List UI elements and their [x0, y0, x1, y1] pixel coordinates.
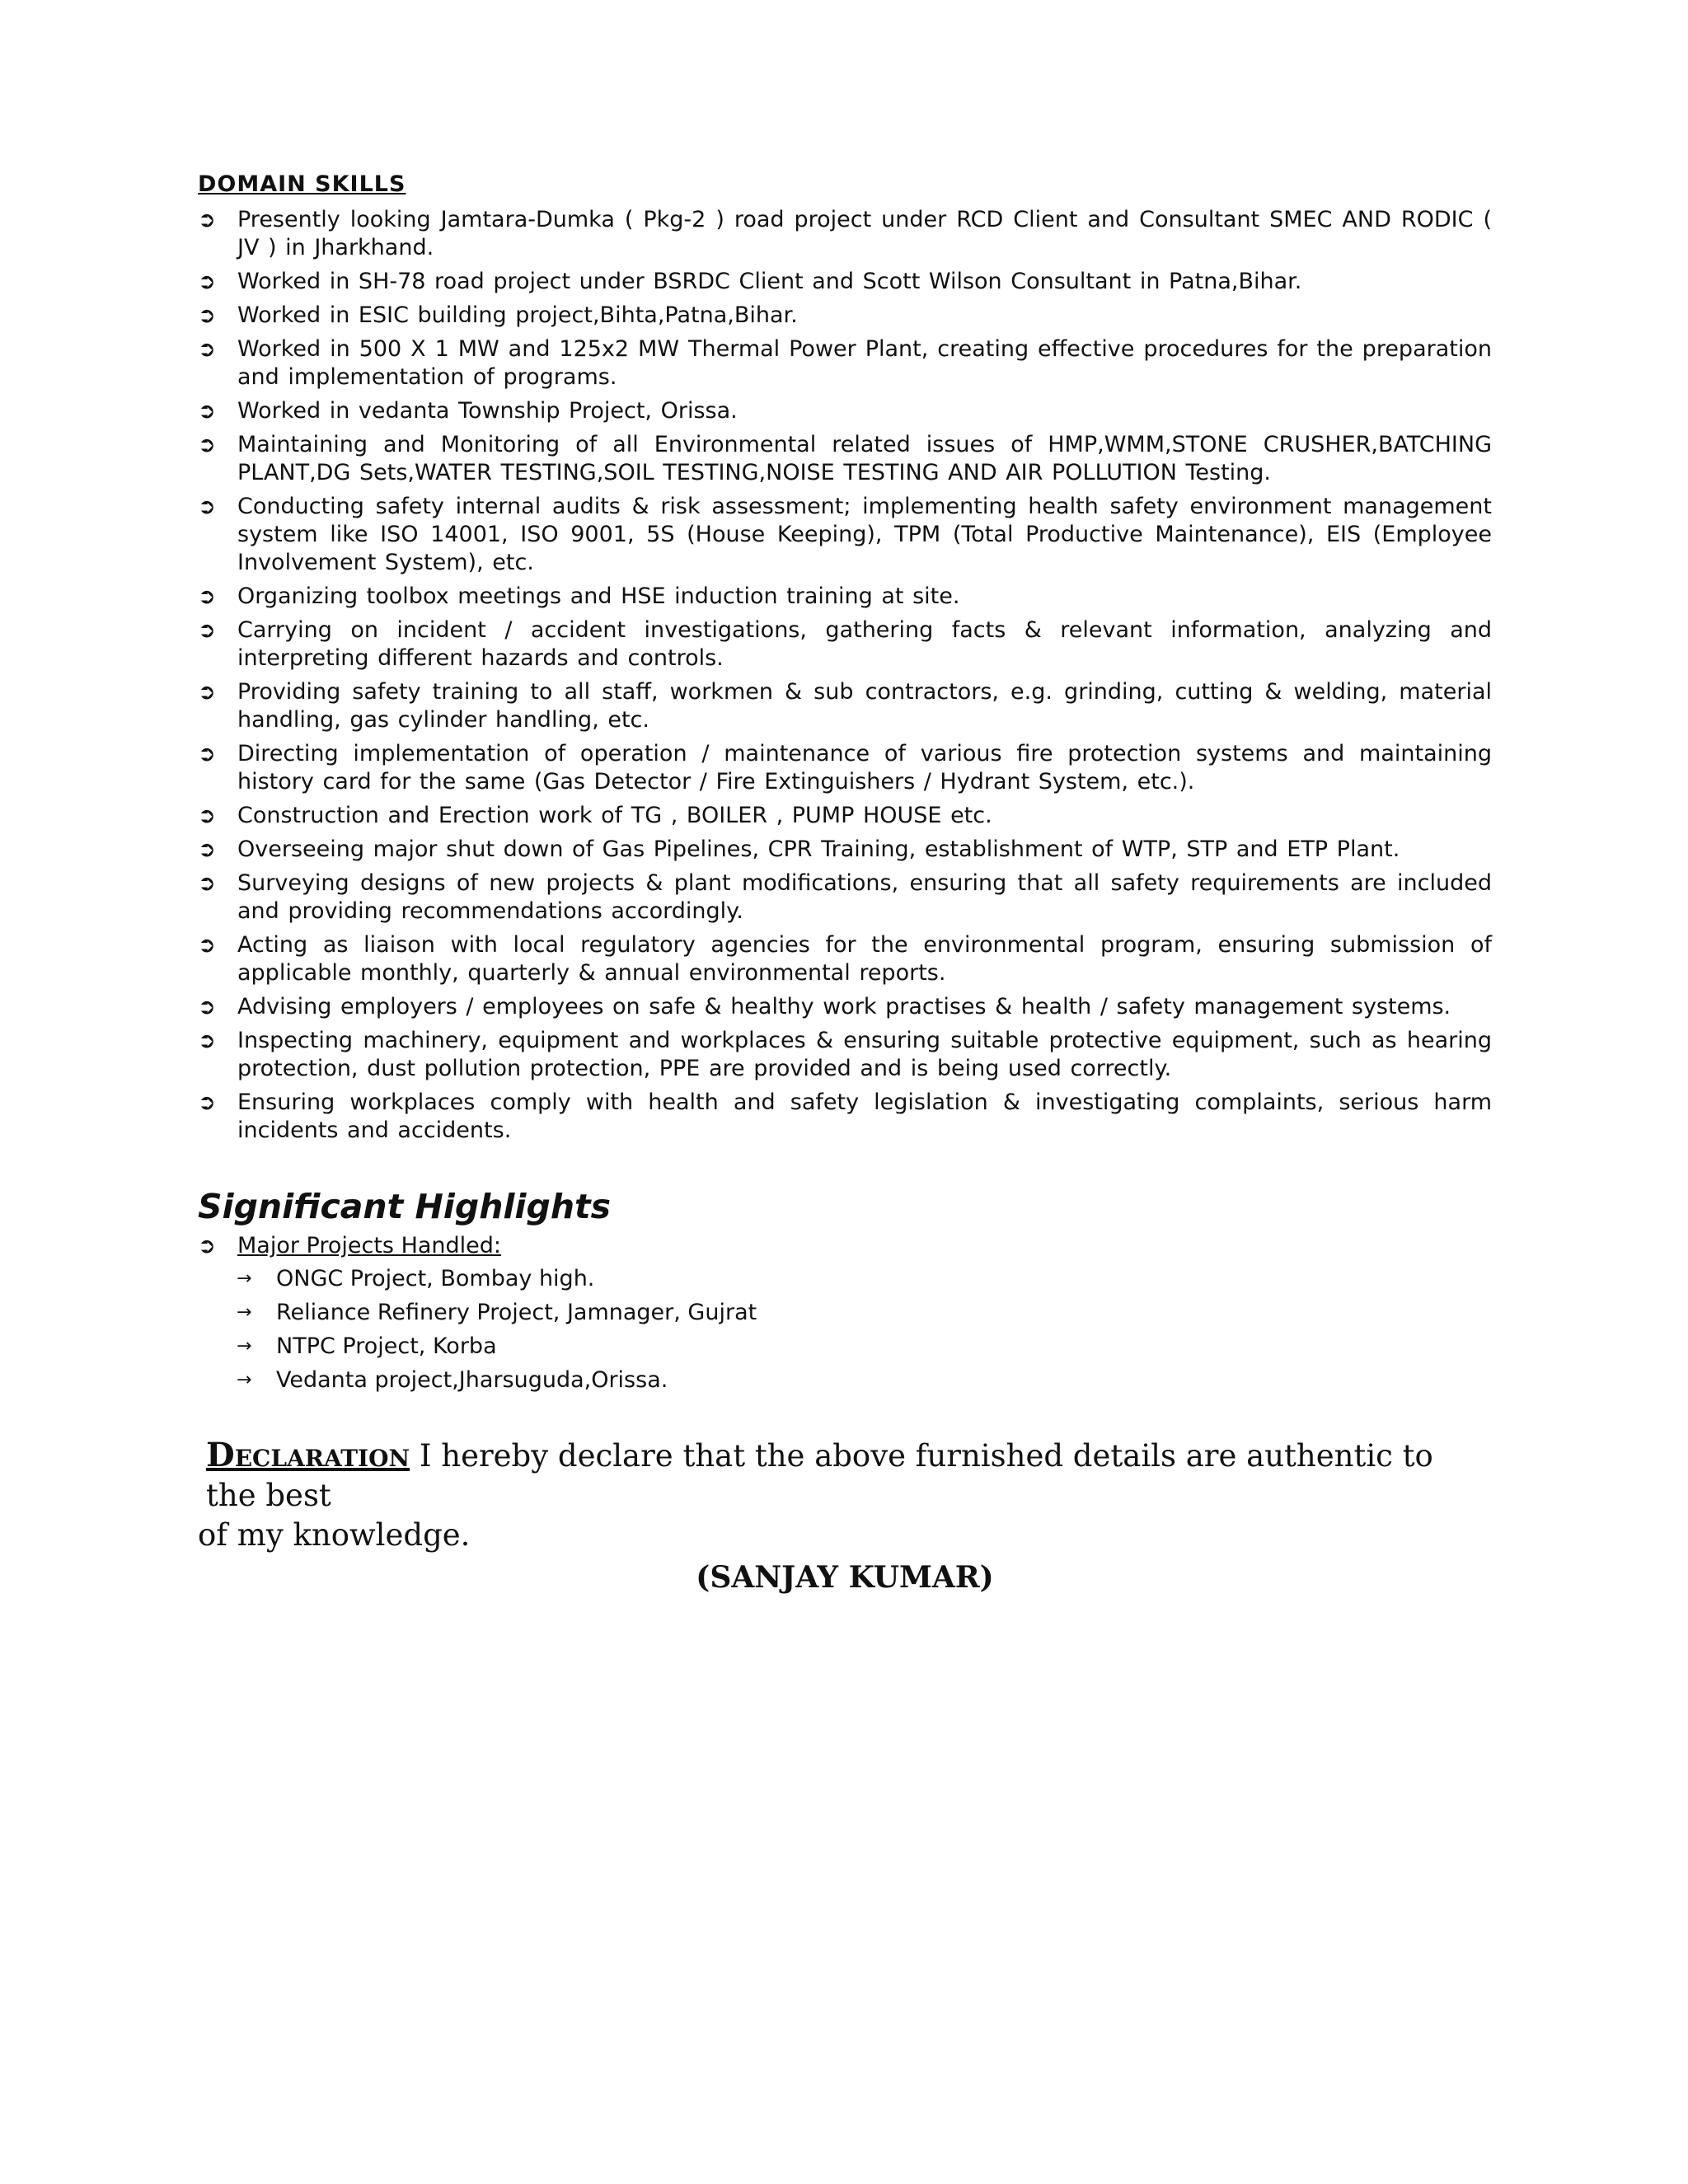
page-content: [198, 170, 1492, 1595]
project-text: ONGC Project, Bombay high.: [276, 1266, 595, 1291]
project-text: Vedanta project,Jharsuguda,Orissa.: [276, 1367, 668, 1393]
skill-text: Conducting safety internal audits & risk assessment; implementing health safety environment management system like ISO 14001, ISO 9001, 5S (House Keeping), TPM (Total Productive Maintenance), EIS (Employee Involvement System), etc.: [237, 494, 1492, 575]
skill-text: Worked in ESIC building project,Bihta,Patna,Bihar.: [237, 302, 798, 328]
skill-text: Construction and Erection work of TG , BOILER , PUMP HOUSE etc.: [237, 803, 992, 828]
skill-text: Worked in vedanta Township Project, Orissa.: [237, 398, 738, 424]
arrow-bullet-icon: ➲: [198, 933, 216, 958]
list-item: [198, 268, 1492, 296]
list-item: [198, 1089, 1492, 1145]
skill-text: Surveying designs of new projects & plant modifications, ensuring that all safety requirements are included and providing recommendations accordingly.: [237, 870, 1492, 924]
arrow-bullet-icon: ➲: [198, 1029, 216, 1053]
arrow-bullet-icon: ➲: [198, 837, 216, 862]
skill-text: Directing implementation of operation / maintenance of various fire protection systems and maintaining history card for the same (Gas Detector / Fire Extinguishers / Hydrant System, etc.).: [237, 741, 1492, 794]
arrow-bullet-icon: ➲: [198, 303, 216, 328]
arrow-bullet-icon: ➲: [198, 871, 216, 896]
list-item: [198, 616, 1492, 673]
skill-text: Organizing toolbox meetings and HSE induction training at site.: [237, 583, 960, 609]
arrow-bullet-icon: ➲: [198, 804, 216, 828]
arrow-bullet-icon: ➲: [198, 494, 216, 519]
list-item: [198, 1027, 1492, 1083]
list-item: [198, 493, 1492, 577]
list-item: [198, 931, 1492, 987]
signature-name: (SANJAY KUMAR): [696, 1560, 994, 1595]
list-item: [237, 1366, 1492, 1394]
skill-text: Maintaining and Monitoring of all Environmental related issues of HMP,WMM,STONE CRUSHER,BATCHING PLANT,DG Sets,WATER TESTING,SOIL TESTING,NOISE TESTING AND AIR POLLUTION Testing.: [237, 432, 1492, 485]
list-item: [198, 836, 1492, 864]
right-arrow-icon: →: [237, 1370, 252, 1390]
right-arrow-icon: →: [237, 1268, 252, 1289]
major-projects-list: [198, 1265, 1492, 1394]
list-item: [198, 335, 1492, 391]
list-item: [237, 1299, 1492, 1327]
list-item: [198, 740, 1492, 796]
declaration-text-line1: I hereby declare that the above furnished details are authentic to the best: [206, 1438, 1433, 1513]
skill-text: Overseeing major shut down of Gas Pipelines, CPR Training, establishment of WTP, STP and ETP Plant.: [237, 837, 1400, 862]
skill-text: Worked in 500 X 1 MW and 125x2 MW Thermal Power Plant, creating effective procedures for the preparation and implementation of programs.: [237, 336, 1492, 390]
right-arrow-icon: →: [237, 1336, 252, 1357]
arrow-bullet-icon: ➲: [198, 742, 216, 766]
list-item: [237, 1333, 1492, 1361]
skill-text: Carrying on incident / accident investigations, gathering facts & relevant information, analyzing and interpreting different hazards and controls.: [237, 617, 1492, 671]
major-projects-label: Major Projects Handled:: [237, 1233, 502, 1258]
significant-highlights-heading: Significant Highlights: [198, 1187, 612, 1226]
arrow-bullet-icon: ➲: [198, 1090, 216, 1115]
list-item: [198, 431, 1492, 487]
arrow-bullet-icon: ➲: [198, 584, 216, 609]
arrow-bullet-icon: ➲: [198, 618, 216, 643]
arrow-bullet-icon: ➲: [198, 399, 216, 424]
skill-text: Presently looking Jamtara-Dumka ( Pkg-2 ) road project under RCD Client and Consultant SMEC AND RODIC ( JV ) in Jharkhand.: [237, 207, 1492, 260]
list-item: [198, 302, 1492, 330]
project-text: NTPC Project, Korba: [276, 1333, 497, 1359]
list-item: [198, 993, 1492, 1021]
arrow-bullet-icon: ➲: [198, 208, 216, 232]
declaration-heading: Declaration: [206, 1436, 410, 1474]
arrow-bullet-icon: ➲: [198, 269, 216, 294]
list-item: [198, 678, 1492, 734]
skill-text: Acting as liaison with local regulatory agencies for the environmental program, ensuring submission of applicable monthly, quarterly & annual environmental reports.: [237, 932, 1492, 986]
arrow-bullet-icon: ➲: [198, 433, 216, 457]
list-item: [198, 397, 1492, 425]
project-text: Reliance Refinery Project, Jamnager, Gujrat: [276, 1300, 757, 1325]
skill-text: Inspecting machinery, equipment and workplaces & ensuring suitable protective equipment, such as hearing protection, dust pollution protection, PPE are provided and is being used correctly.: [237, 1028, 1492, 1081]
arrow-bullet-icon: ➲: [198, 1234, 216, 1258]
declaration-text-line2: of my knowledge.: [198, 1517, 471, 1553]
major-projects-row: [198, 1232, 1492, 1260]
list-item: [198, 206, 1492, 262]
skill-text: Worked in SH-78 road project under BSRDC Client and Scott Wilson Consultant in Patna,Bihar.: [237, 269, 1302, 294]
list-item: [198, 583, 1492, 611]
skill-text: Ensuring workplaces comply with health and safety legislation & investigating complaints, serious harm incidents and accidents.: [237, 1090, 1492, 1143]
arrow-bullet-icon: ➲: [198, 995, 216, 1019]
declaration-paragraph: [198, 1436, 1492, 1555]
list-item: [198, 869, 1492, 926]
arrow-bullet-icon: ➲: [198, 337, 216, 362]
list-item: [198, 802, 1492, 830]
right-arrow-icon: →: [237, 1302, 252, 1323]
arrow-bullet-icon: ➲: [198, 680, 216, 705]
domain-skills-heading: DOMAIN SKILLS: [198, 171, 406, 197]
list-item: [237, 1265, 1492, 1293]
skill-text: Providing safety training to all staff, workmen & sub contractors, e.g. grinding, cutting & welding, material handling, gas cylinder handling, etc.: [237, 679, 1492, 733]
skill-text: Advising employers / employees on safe & healthy work practises & health / safety management systems.: [237, 994, 1451, 1019]
domain-skills-list: [198, 206, 1492, 1145]
